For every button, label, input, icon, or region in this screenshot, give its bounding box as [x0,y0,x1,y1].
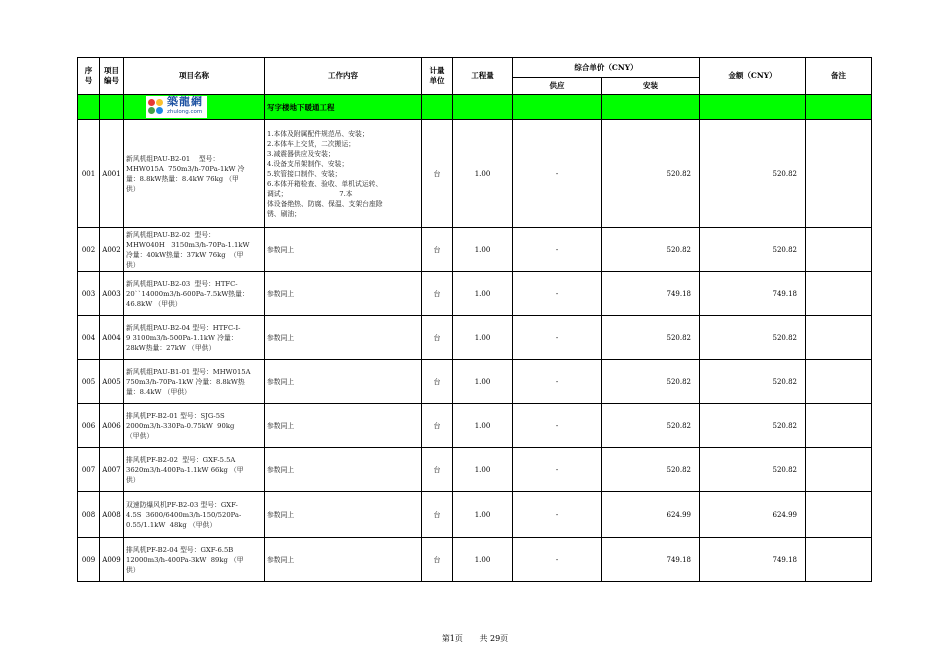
row-quantity: 1.00 [453,316,513,360]
row-code: A005 [100,360,124,404]
bill-of-quantities-table [77,57,872,582]
row-install-price: 520.82 [602,316,700,360]
row-amount: 520.82 [700,404,806,448]
header-amount: 金额（CNY） [700,58,806,95]
row-unit: 台 [422,120,453,228]
row-seq: 004 [78,316,100,360]
row-amount: 520.82 [700,448,806,492]
header-qty: 工程量 [453,58,513,95]
page-footer [0,633,950,644]
row-supply-price: - [513,448,602,492]
row-remark [806,272,872,316]
table-row [78,272,872,316]
row-remark [806,538,872,582]
logo-text-en: zhulong.com [167,109,203,115]
row-work-content: 参数同上 [265,448,422,492]
row-item-name: 新风机组PAU-B2-03 型号：HTFC- 20``14000m3/h-600Pa-7.5kW热量： 46.8kW （甲供） [124,272,265,316]
row-item-name: 新风机组PAU-B2-04 型号：HTFC-I- 9 3100m3/h-500Pa-1.1kW 冷量： 28kW热量：27kW （甲供） [124,316,265,360]
row-install-price: 624.99 [602,492,700,538]
row-unit: 台 [422,316,453,360]
table-row [78,120,872,228]
row-supply-price: - [513,272,602,316]
row-work-content: 1.本体及附属配件规范吊、安装； 2.本体车上交货，二次搬运； 3.减震器供应及安装； 4.设备支吊架制作、安装； 5.软管接口制作、安装； 6.本体开箱检查、验收、单机试运转、 调试； 7.本 体设备绝热、防腐、保温、支架台座除 锈、刷油； [265,120,422,228]
zhulong-logo [146,96,207,118]
header-unit-price: 综合单价（CNY） [513,58,700,78]
row-work-content: 参数同上 [265,316,422,360]
section-cell-qty [453,95,513,120]
section-cell-unit [422,95,453,120]
row-amount: 624.99 [700,492,806,538]
header-code: 项目 编号 [100,58,124,95]
row-seq: 001 [78,120,100,228]
header-row-1 [78,58,872,78]
logo-text-cn: 築龍網 [167,95,203,108]
row-code: A008 [100,492,124,538]
row-quantity: 1.00 [453,360,513,404]
row-supply-price: - [513,538,602,582]
logo-mark-icon [148,99,164,115]
table-row [78,316,872,360]
header-unit: 计量 单位 [422,58,453,95]
row-item-name: 双速防爆风机PF-B2-03 型号：GXF- 4.5S 3600/6400m3/h-150/520Pa- 0.55/1.1kW 48kg （甲供） [124,492,265,538]
section-row [78,95,872,120]
row-quantity: 1.00 [453,228,513,272]
row-quantity: 1.00 [453,404,513,448]
row-remark [806,360,872,404]
row-remark [806,316,872,360]
row-work-content: 参数同上 [265,360,422,404]
row-install-price: 520.82 [602,448,700,492]
row-work-content: 参数同上 [265,492,422,538]
row-unit: 台 [422,538,453,582]
row-code: A002 [100,228,124,272]
row-seq: 005 [78,360,100,404]
row-item-name: 排风机PF-B2-01 型号：SJG-5S 2000m3/h-330Pa-0.75kW 90kg （甲供） [124,404,265,448]
row-code: A004 [100,316,124,360]
page-number: 第1页 [441,634,463,643]
row-remark [806,404,872,448]
header-install: 安装 [602,78,700,95]
row-amount: 520.82 [700,360,806,404]
row-supply-price: - [513,404,602,448]
row-work-content: 参数同上 [265,228,422,272]
row-seq: 009 [78,538,100,582]
row-seq: 008 [78,492,100,538]
row-remark [806,448,872,492]
row-work-content: 参数同上 [265,538,422,582]
row-code: A006 [100,404,124,448]
section-cell-code [100,95,124,120]
row-supply-price: - [513,316,602,360]
row-item-name: 排风机PF-B2-02 型号：GXF-5.5A 3620m3/h-400Pa-1.1kW 66kg （甲 供） [124,448,265,492]
row-install-price: 520.82 [602,404,700,448]
row-work-content: 参数同上 [265,272,422,316]
row-seq: 003 [78,272,100,316]
header-seq: 序 号 [78,58,100,95]
row-remark [806,120,872,228]
row-unit: 台 [422,404,453,448]
row-install-price: 520.82 [602,228,700,272]
table-row [78,360,872,404]
header-work: 工作内容 [265,58,422,95]
section-title: 写字楼地下暖通工程 [265,95,422,120]
section-cell-amount [700,95,806,120]
row-unit: 台 [422,228,453,272]
row-quantity: 1.00 [453,272,513,316]
row-seq: 002 [78,228,100,272]
section-cell-supply [513,95,602,120]
row-install-price: 520.82 [602,120,700,228]
row-unit: 台 [422,448,453,492]
section-cell-seq [78,95,100,120]
row-supply-price: - [513,228,602,272]
header-remark: 备注 [806,58,872,95]
row-seq: 006 [78,404,100,448]
row-supply-price: - [513,120,602,228]
row-remark [806,228,872,272]
row-code: A009 [100,538,124,582]
section-cell-install [602,95,700,120]
row-code: A007 [100,448,124,492]
row-code: A003 [100,272,124,316]
row-item-name: 排风机PF-B2-04 型号：GXF-6.5B 12000m3/h-400Pa-3kW 89kg （甲 供） [124,538,265,582]
row-item-name: 新风机组PAU-B2-01 型号： MHW015A 750m3/h-70Pa-1kW 冷 量：8.8kW热量：8.4kW 76kg （甲 供） [124,120,265,228]
row-amount: 749.18 [700,538,806,582]
row-item-name: 新风机组PAU-B1-01 型号：MHW015A 750m3/h-70Pa-1kW 冷量：8.8kW热 量：8.4kW （甲供） [124,360,265,404]
row-unit: 台 [422,272,453,316]
row-quantity: 1.00 [453,448,513,492]
table-row [78,448,872,492]
row-supply-price: - [513,360,602,404]
row-unit: 台 [422,492,453,538]
row-install-price: 749.18 [602,538,700,582]
row-amount: 749.18 [700,272,806,316]
header-supply: 供应 [513,78,602,95]
table-row [78,404,872,448]
table-row [78,538,872,582]
section-logo-cell [124,95,265,120]
row-code: A001 [100,120,124,228]
row-amount: 520.82 [700,228,806,272]
row-quantity: 1.00 [453,538,513,582]
row-install-price: 749.18 [602,272,700,316]
row-quantity: 1.00 [453,120,513,228]
table-row [78,492,872,538]
row-install-price: 520.82 [602,360,700,404]
table-row [78,228,872,272]
row-work-content: 参数同上 [265,404,422,448]
row-amount: 520.82 [700,316,806,360]
row-unit: 台 [422,360,453,404]
row-seq: 007 [78,448,100,492]
page-total: 共 29页 [479,634,509,643]
row-quantity: 1.00 [453,492,513,538]
row-supply-price: - [513,492,602,538]
section-cell-remark [806,95,872,120]
row-item-name: 新风机组PAU-B2-02 型号： MHW040H 3150m3/h-70Pa-1.1kW 冷量：40kW热量：37kW 76kg （甲 供） [124,228,265,272]
header-name: 项目名称 [124,58,265,95]
row-remark [806,492,872,538]
row-amount: 520.82 [700,120,806,228]
